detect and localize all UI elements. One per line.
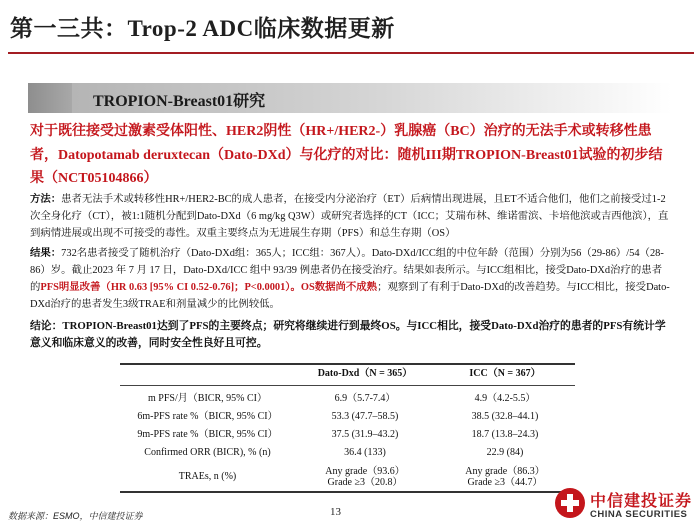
slide-title: 第一三共：Trop-2 ADC临床数据更新 [10,16,395,41]
company-logo [555,486,697,522]
results-paragraph [30,245,670,313]
table-cell: 18.7 (13.8–24.3) [471,429,539,440]
traes-g3-dato: Grade ≥3（20.8） [327,477,403,488]
traes-any-icc: Any grade（86.3） [465,466,545,477]
source-note: 数据来源：ESMO，中信建投证券 [8,511,143,521]
methods-text: 患者无法手术或转移性HR+/HER2-BC的成人患者，在接受内分泌治疗（ET）后病情出现进展，且ET不适合他们，他们之前接受过1-2次全身化疗（CT），被1:1随机分配到Dato-DXd（6 mg/kg Q3W）或研究者选择的CT（ICC；艾瑞布林、维诺雷滨、卡培他滨或吉西他滨），直到病情进展或出现不可接受的毒性。双重主要终点为无进展生存期（PFS）和总生存期（OS） [30,194,669,239]
table-cell: 53.3 (47.7–58.5) [331,411,399,422]
conclusion-lead: 结论： [30,320,63,332]
table-row-label: m PFS/月（BICR, 95% CI） [148,393,267,404]
results-text-a: 732名患者接受了随机治疗（Dato-DXd组：365人；ICC组：367人）。Dato-DXd/ICC组的中位年龄（范围）分别为56（29-86）/54（28-86）岁。截止2023 年 7 月 17 日，Dato-DXd/ICC 组中 93/39 例患者仍在接受治疗。结果如表所示。与ICC组相比，接受Dato-DXd治疗的患者的 [30,248,664,293]
table-cell: 38.5 (32.8–44.1) [471,411,539,422]
table-row-label: 6m-PFS rate %（BICR, 95% CI） [137,411,278,422]
table-cell-traes-dato [295,466,435,488]
table-cell: 4.9（4.2-5.5） [474,393,536,404]
table-header-dato: Dato-Dxd（N = 365） [317,368,413,379]
logo-name-cn: 中信建投证券 [590,491,693,510]
logo-name-en: CHINA SECURITIES [590,509,688,520]
results-text-b: ；观察到了有利于Dato-DXd的改善趋势。与ICC相比，接受Dato-DXd治疗的患者发生3级TRAE和剂量减少的比例较低。 [30,282,670,310]
section-title: TROPION-Breast01研究 [93,93,266,110]
table-top-rule [120,363,575,365]
table-header-icc: ICC（N = 367） [469,368,541,379]
table-header-rule [120,385,575,386]
table-cell: 36.4 (133) [344,447,386,458]
title-divider [8,52,694,54]
table-row-label: 9m-PFS rate %（BICR, 95% CI） [137,429,278,440]
table-cell: 6.9（5.7-7.4） [334,393,396,404]
study-headline: 对于既往接受过激素受体阳性、HER2阴性（HR+/HER2-）乳腺癌（BC）治疗的无法手术或转移性患者，Datopotamab deruxtecan（Dato-DXd）与化疗的对比：随机III期TROPION-Breast01试验的初步结果（NCT05104866） [30,124,663,186]
results-highlight: PFS明显改善（HR 0.63 [95% CI 0.52-0.76]；P<0.0001）。OS数据尚不成熟 [40,282,378,293]
table-bottom-rule [120,491,575,493]
table-row-label: Confirmed ORR (BICR), % (n) [144,447,271,458]
results-lead: 结果： [30,248,62,259]
conclusion-paragraph [30,318,670,352]
page-number: 13 [330,506,341,518]
table-row-label: TRAEs, n (%) [178,471,237,482]
traes-g3-icc: Grade ≥3（44.7） [467,477,543,488]
traes-any-dato: Any grade（93.6） [325,466,405,477]
logo-emblem-icon [555,488,585,518]
methods-paragraph [30,191,670,242]
table-cell: 22.9 (84) [486,447,524,458]
methods-lead: 方法： [30,194,62,205]
table-cell-traes-icc [435,466,575,488]
conclusion-text: TROPION-Breast01达到了PFS的主要终点；研究将继续进行到最终OS。与ICC相比，接受Dato-DXd治疗的患者的PFS有统计学意义和临床意义的改善，同时安全性良好且可控。 [30,320,666,349]
table-cell: 37.5 (31.9–43.2) [331,429,399,440]
